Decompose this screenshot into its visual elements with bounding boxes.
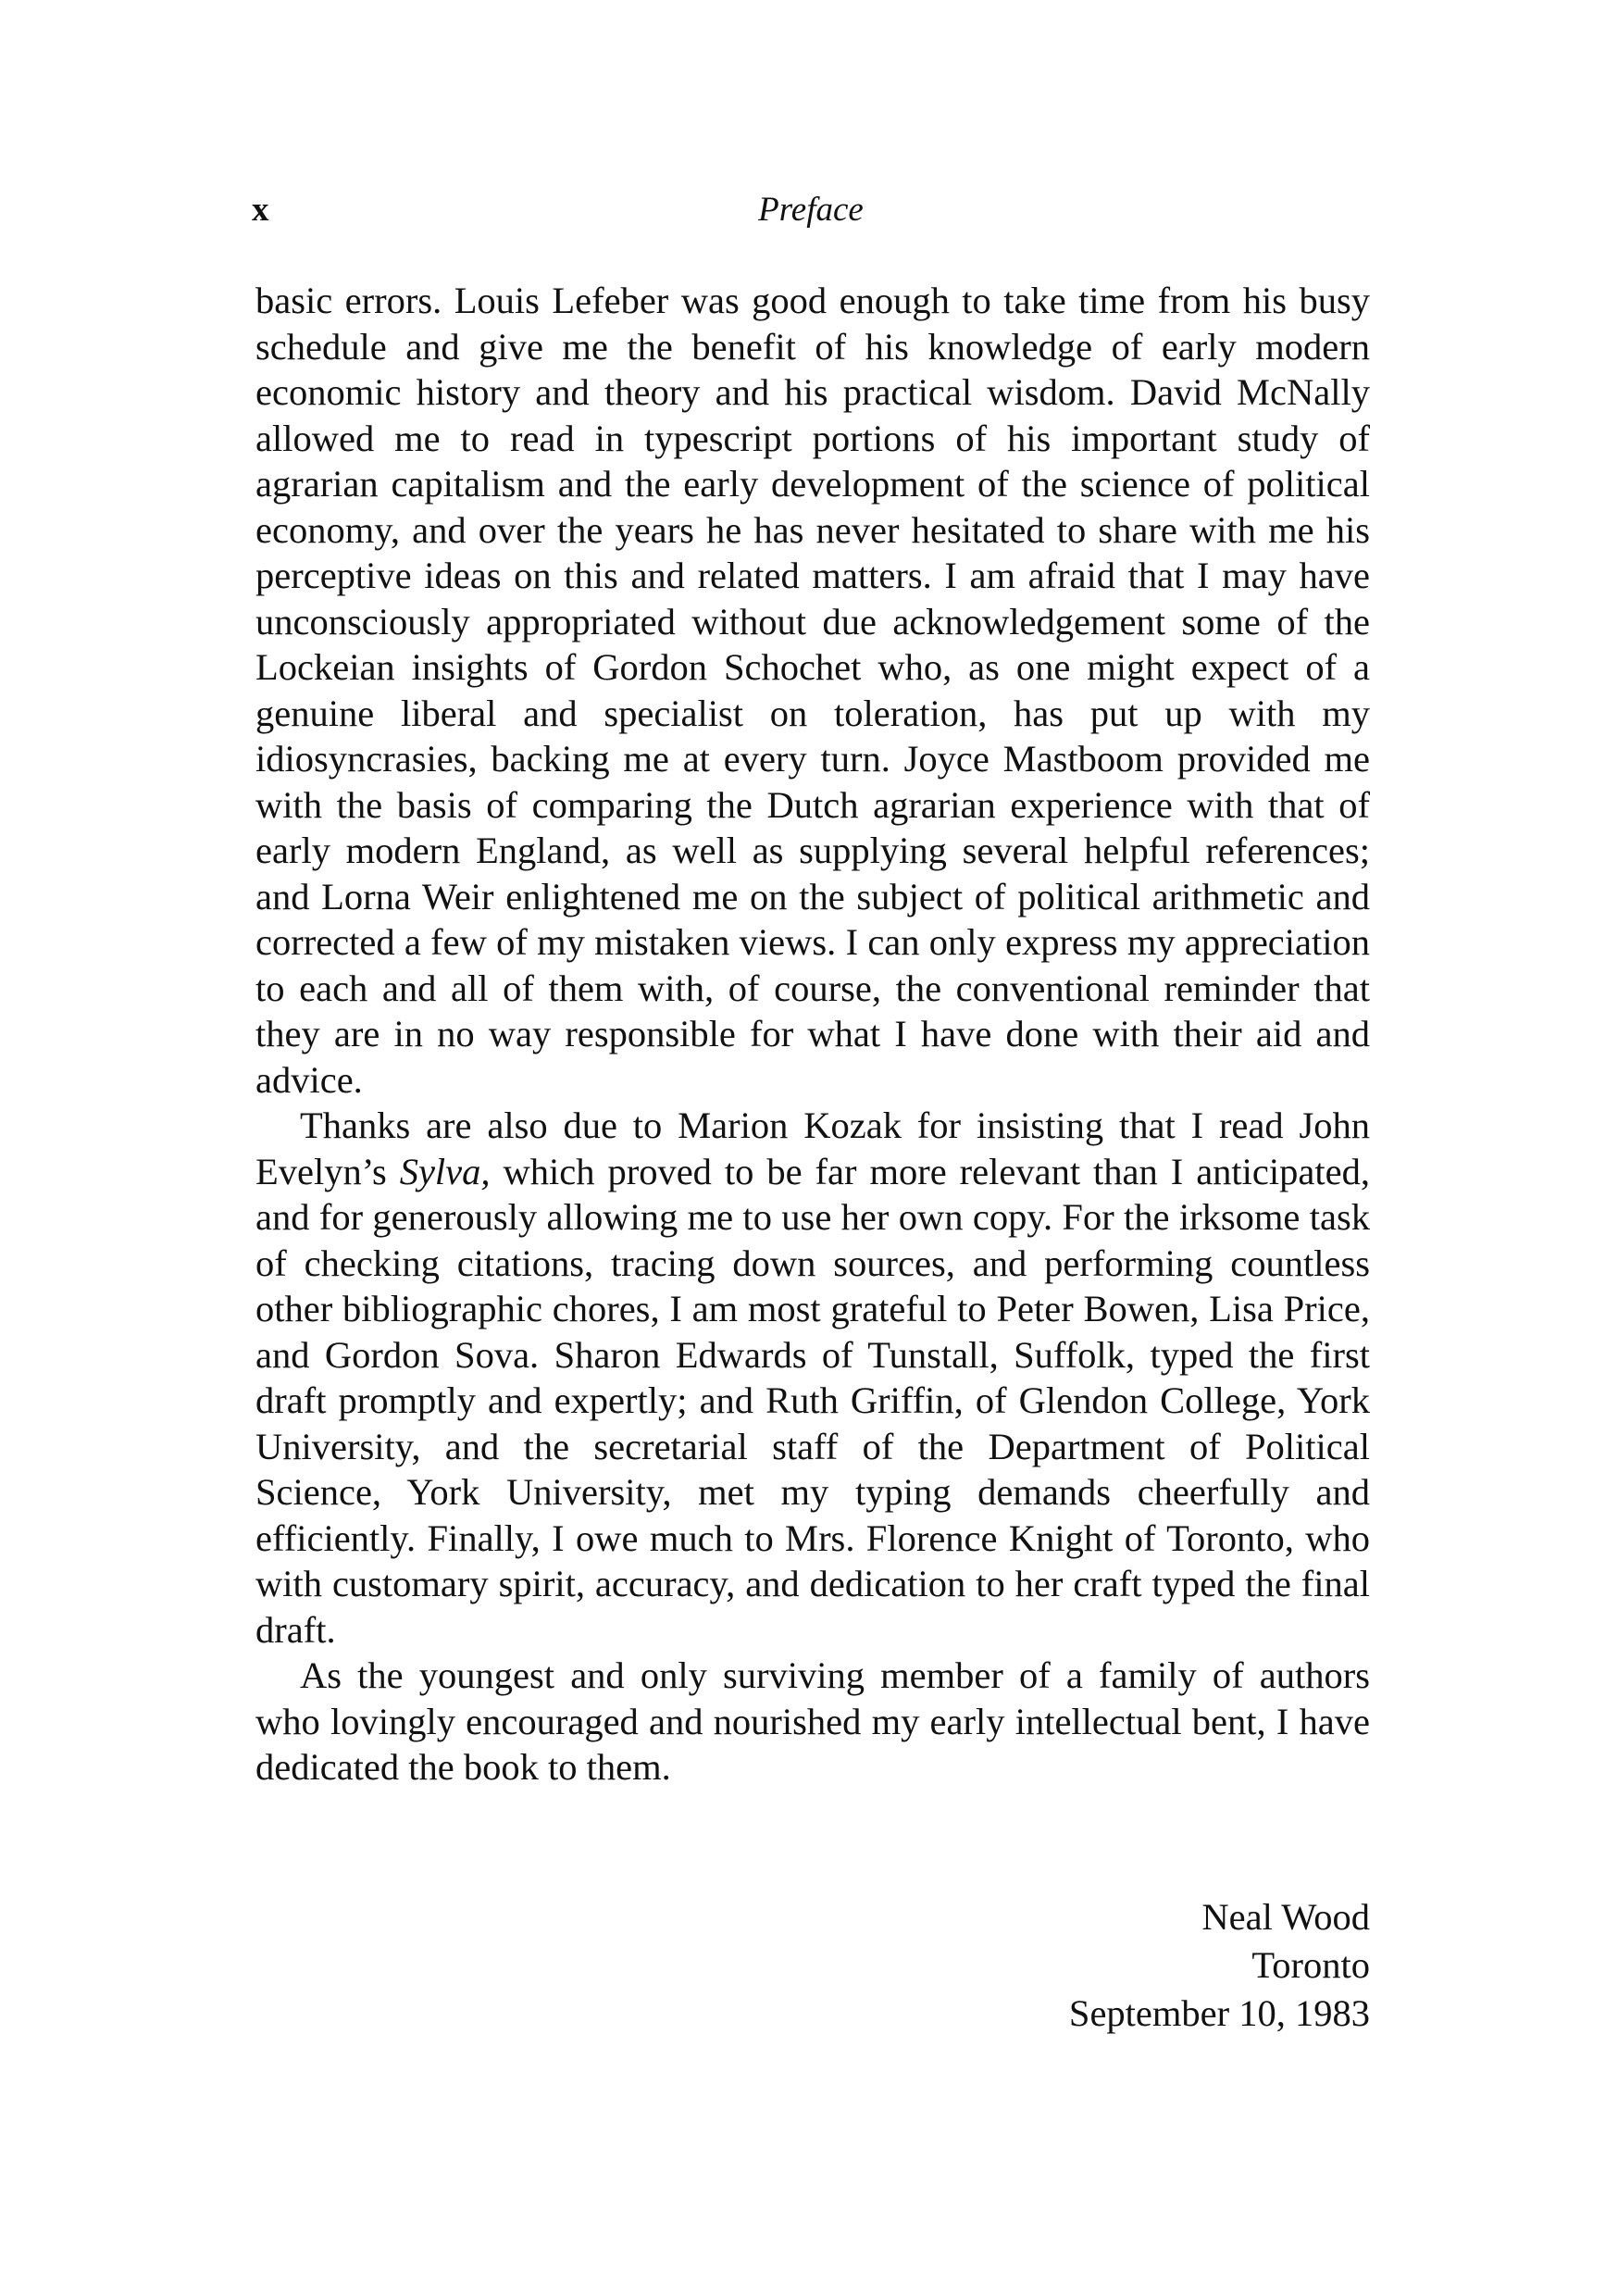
signature-place: Toronto	[1251, 1944, 1370, 1986]
running-head	[252, 190, 1370, 236]
signature-block	[1069, 1893, 1370, 2038]
paragraph-2-text-end: which proved to be far more relevant than I anticipated, and for generously allowing me to use her own copy. For the irksome task of checking citations, tracing down sources, and performing countless other bibliographic chores, I am most grateful to Peter Bowen, Lisa Price, and Gordon Sova. Sharon Edwards of Tunstall, Suffolk, typed the first draft promptly and expertly; and Ruth Griffin, of Glendon College, York University, and the secretarial staff of the Department of Political Science, York University, met my typing demands cheerfully and efficiently. Finally, I owe much to Mrs. Florence Knight of Toronto, who with customary spirit, accuracy, and dedication to her craft typed the final draft.	[255, 1150, 1370, 1651]
paragraph-1: basic errors. Louis Lefeber was good enough to take time from his busy schedule and give me the benefit of his knowledge of early modern economic history and theory and his practical wisdom. David McNally allowed me to read in typescript portions of his important study of agrarian capitalism and the early development of the science of political economy, and over the years he has never hesitated to share with me his perceptive ideas on this and related matters. I am afraid that I may have unconsciously appropriated without due acknowledgement some of the Lockeian insights of Gordon Schochet who, as one might expect of a genuine liberal and specialist on toleration, has put up with my idiosyncrasies, backing me at every turn. Joyce Mastboom provided me with the basis of comparing the Dutch agrarian experience with that of early modern England, as well as supplying several helpful references; and Lorna Weir enlightened me on the subject of political arithmetic and corrected a few of my mistaken views. I can only express my appreciation to each and all of them with, of course, the conventional reminder that they are in no way responsible for what I have done with their aid and advice.	[255, 280, 1370, 1101]
paragraph-2-text-start: Thanks are also due to Marion Kozak for insisting that I read John Evelyn’s	[255, 1104, 1370, 1192]
preface-body	[255, 278, 1370, 1791]
paragraph-2	[255, 1103, 1370, 1653]
page-number: x	[252, 191, 269, 229]
running-title: Preface	[758, 191, 864, 229]
author-name: Neal Wood	[1201, 1896, 1370, 1938]
paragraph-3: As the youngest and only surviving member of a family of authors who lovingly encouraged and nourished my early intellectual bent, I have dedicated the book to them.	[255, 1654, 1370, 1788]
book-title-sylva: Sylva,	[399, 1150, 491, 1192]
signature-date: September 10, 1983	[1068, 1992, 1370, 2034]
